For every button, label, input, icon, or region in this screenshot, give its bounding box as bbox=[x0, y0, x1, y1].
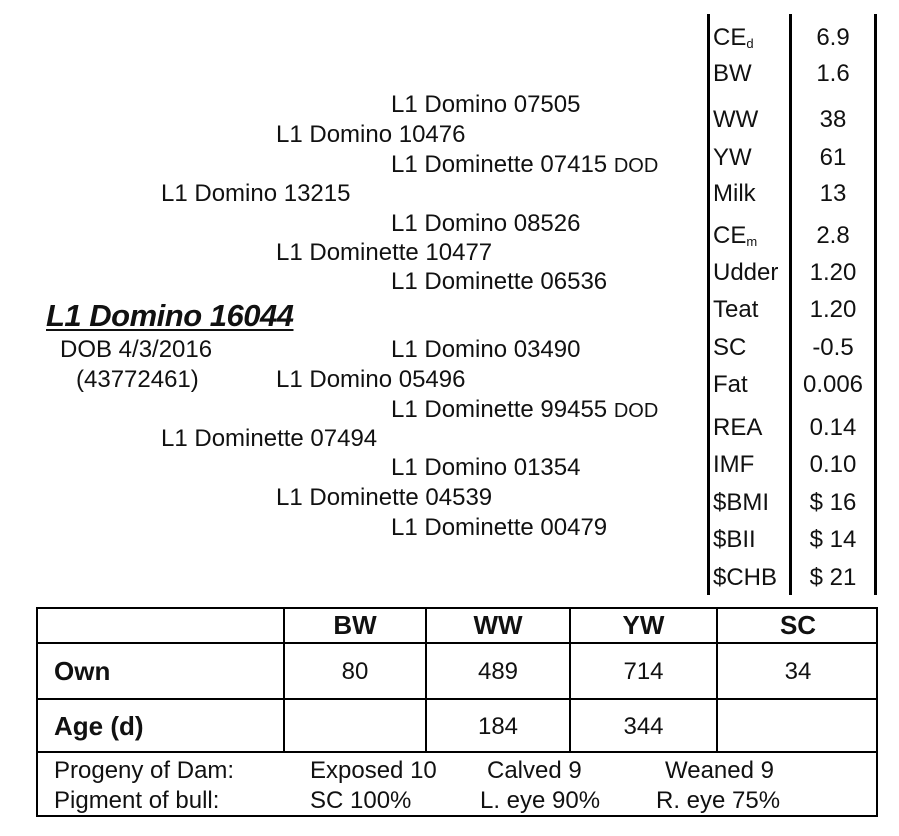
epd-label-yw: YW bbox=[713, 144, 752, 171]
pigment-label: Pigment of bull: bbox=[54, 787, 220, 814]
epd-label-milk: Milk bbox=[713, 180, 756, 207]
epd-value-udder: 1.20 bbox=[809, 259, 857, 286]
pedigree-sire-dam-dam: L1 Dominette 06536 bbox=[391, 268, 608, 295]
epd-label-chb: $CHB bbox=[713, 564, 778, 591]
epd-right-rule bbox=[874, 14, 877, 595]
epd-label-sub: m bbox=[746, 234, 758, 249]
epd-value-cem: 2.8 bbox=[816, 222, 850, 249]
epd-label-teat: Teat bbox=[713, 296, 759, 323]
row-label-age: Age (d) bbox=[54, 711, 144, 741]
own-sc: 34 bbox=[784, 658, 812, 685]
epd-label-text: CE bbox=[713, 24, 747, 51]
col-header-bw: BW bbox=[333, 610, 377, 640]
epd-value-ww: 38 bbox=[819, 106, 847, 133]
own-ww: 489 bbox=[477, 658, 519, 685]
pedigree-sire-sire-dam bbox=[391, 152, 658, 179]
epd-label-bii: $BII bbox=[713, 526, 756, 553]
epd-label-fat: Fat bbox=[713, 371, 748, 398]
progeny-exposed: Exposed 10 bbox=[310, 757, 437, 784]
pigment-sc: SC 100% bbox=[310, 787, 412, 814]
pedigree-sire-sire-dam-name: L1 Dominette 07415 bbox=[391, 151, 608, 178]
table-divider bbox=[38, 751, 876, 753]
epd-label-text: CE bbox=[713, 222, 747, 249]
epd-label-imf: IMF bbox=[713, 451, 755, 478]
own-yw: 714 bbox=[623, 658, 664, 685]
pigment-left-eye: L. eye 90% bbox=[480, 787, 601, 814]
animal-dob: DOB 4/3/2016 bbox=[60, 336, 213, 363]
epd-value-bii: $ 14 bbox=[809, 526, 857, 553]
pedigree-sire-dam-sire: L1 Domino 08526 bbox=[391, 210, 581, 237]
pedigree-dam-dam-sire: L1 Domino 01354 bbox=[391, 454, 581, 481]
pedigree-dam-sire-dam-name: L1 Dominette 99455 bbox=[391, 396, 608, 423]
pedigree-sire-sire: L1 Domino 10476 bbox=[276, 121, 466, 148]
pedigree-sire-sire-sire: L1 Domino 07505 bbox=[391, 91, 581, 118]
epd-mid-rule bbox=[789, 14, 792, 595]
epd-value-rea: 0.14 bbox=[809, 414, 857, 441]
progeny-weaned: Weaned 9 bbox=[665, 757, 774, 784]
col-header-ww: WW bbox=[473, 610, 523, 640]
col-header-yw: YW bbox=[622, 610, 665, 640]
epd-value-yw: 61 bbox=[819, 144, 847, 171]
epd-value-bw: 1.6 bbox=[816, 60, 850, 87]
table-divider bbox=[38, 642, 876, 644]
pedigree-dam-sire-dam bbox=[391, 397, 658, 424]
epd-label-cem bbox=[713, 223, 757, 255]
epd-label-sc: SC bbox=[713, 334, 747, 361]
epd-value-bmi: $ 16 bbox=[809, 489, 857, 516]
progeny-label: Progeny of Dam: bbox=[54, 757, 235, 784]
col-header-sc: SC bbox=[779, 610, 817, 640]
epd-value-sc: -0.5 bbox=[812, 334, 854, 361]
pigment-right-eye: R. eye 75% bbox=[656, 787, 781, 814]
age-ww: 184 bbox=[477, 713, 519, 740]
epd-label-sub: d bbox=[746, 36, 754, 51]
epd-value-ced: 6.9 bbox=[816, 24, 850, 51]
epd-label-rea: REA bbox=[713, 414, 763, 441]
epd-value-chb: $ 21 bbox=[809, 564, 857, 591]
table-divider bbox=[38, 698, 876, 700]
pedigree-sire-dam: L1 Dominette 10477 bbox=[276, 239, 493, 266]
progeny-calved: Calved 9 bbox=[487, 757, 582, 784]
pedigree-sire: L1 Domino 13215 bbox=[161, 180, 351, 207]
animal-registration: (43772461) bbox=[76, 366, 199, 393]
epd-value-fat: 0.006 bbox=[802, 371, 864, 398]
epd-label-udder: Udder bbox=[713, 259, 779, 286]
epd-value-milk: 13 bbox=[819, 180, 847, 207]
dod-tag: DOD bbox=[613, 155, 659, 177]
epd-left-rule bbox=[707, 14, 710, 595]
dod-tag: DOD bbox=[613, 400, 659, 422]
epd-value-imf: 0.10 bbox=[809, 451, 857, 478]
pedigree-dam-sire-sire: L1 Domino 03490 bbox=[391, 336, 581, 363]
row-label-own: Own bbox=[54, 656, 111, 686]
pedigree-dam-dam: L1 Dominette 04539 bbox=[276, 484, 493, 511]
pedigree-dam: L1 Dominette 07494 bbox=[161, 425, 378, 452]
epd-label-bw: BW bbox=[713, 60, 752, 87]
pedigree-dam-sire: L1 Domino 05496 bbox=[276, 366, 466, 393]
animal-name: L1 Domino 16044 bbox=[46, 298, 294, 333]
age-yw: 344 bbox=[623, 713, 664, 740]
own-bw: 80 bbox=[341, 658, 369, 685]
epd-label-bmi: $BMI bbox=[713, 489, 770, 516]
epd-label-ced bbox=[713, 25, 754, 57]
performance-table bbox=[36, 607, 878, 817]
epd-label-ww: WW bbox=[713, 106, 759, 133]
pedigree-dam-dam-dam: L1 Dominette 00479 bbox=[391, 514, 608, 541]
epd-value-teat: 1.20 bbox=[809, 296, 857, 323]
